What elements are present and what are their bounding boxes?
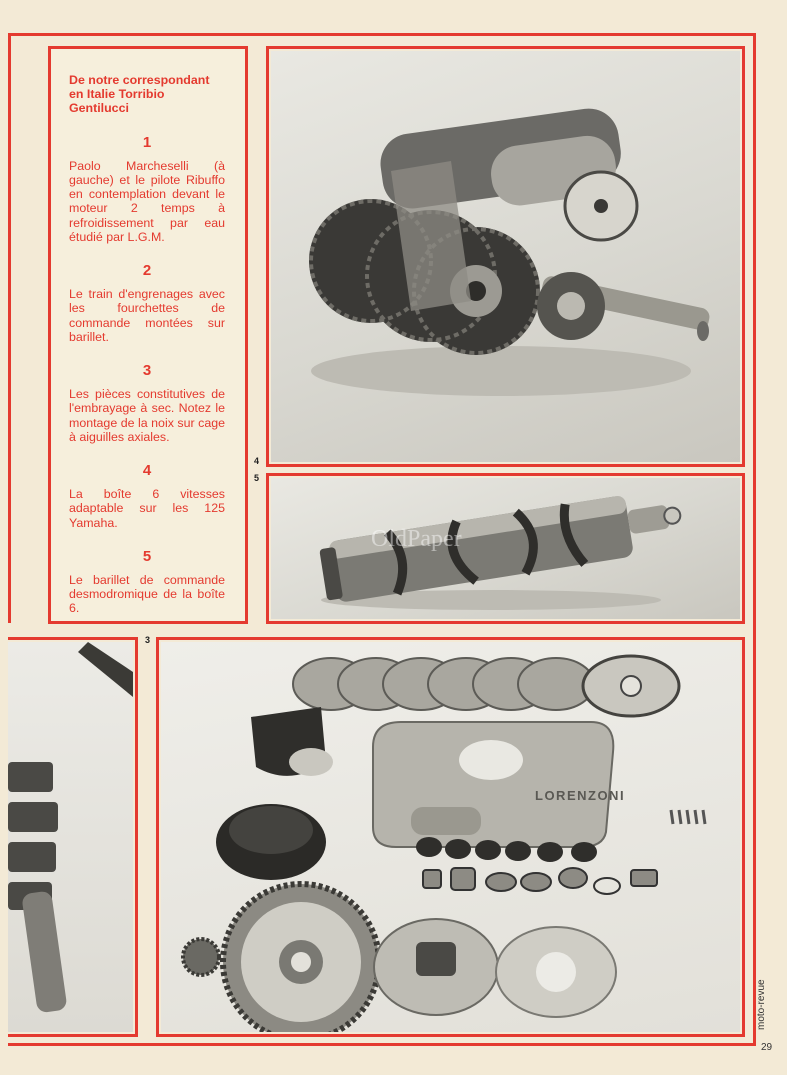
photo-4-gearbox xyxy=(271,51,740,462)
page-right-rule xyxy=(753,33,756,1046)
caption-text: Le barillet de commande desmodromique de la boîte 6. xyxy=(69,573,225,616)
watermark-text: OldPaper xyxy=(371,526,462,552)
figure-label-4: 4 xyxy=(254,456,260,466)
gear-train-illustration xyxy=(8,642,133,1032)
caption-number: 4 xyxy=(142,462,152,480)
clutch-parts-illustration xyxy=(161,642,740,1032)
caption-number: 5 xyxy=(142,547,152,565)
magazine-name: moto-revue xyxy=(756,979,767,1030)
caption-box xyxy=(48,46,248,624)
photo-5-shift-drum xyxy=(271,478,740,619)
correspondent-credit: De notre correspondant en Italie Torribio Gentilucci xyxy=(69,73,210,116)
photo-left-gear-train xyxy=(8,642,133,1032)
caption-4 xyxy=(69,464,225,530)
caption-5 xyxy=(69,547,225,616)
figure-label-5: 5 xyxy=(254,473,260,483)
gearbox-illustration xyxy=(271,51,740,462)
shift-drum-illustration xyxy=(271,478,740,619)
caption-text: La boîte 6 vitesses adaptable sur les 125 Yamaha. xyxy=(69,487,225,530)
photo-3-clutch-parts xyxy=(161,642,740,1032)
page-bottom-rule xyxy=(8,1043,756,1046)
figure-label-3: 3 xyxy=(145,635,151,645)
caption-3 xyxy=(69,364,225,444)
caption-number: 2 xyxy=(142,262,152,280)
caption-text: Les pièces constitutives de l'embrayage à sec. Notez le montage de la noix sur cage à aiguilles axiales. xyxy=(69,387,225,444)
caption-1 xyxy=(69,133,225,244)
caption-number: 1 xyxy=(142,133,152,151)
page-left-rule xyxy=(8,33,11,623)
caption-text: Le train d'engrenages avec les fourchettes de commande montées sur barillet. xyxy=(69,287,225,344)
page-number: 29 xyxy=(761,1042,773,1053)
caption-number: 3 xyxy=(142,362,152,380)
caption-text: Paolo Marcheselli (à gauche) et le pilote Ribuffo en contemplation devant le moteur 2 temps à refroidissement par eau étudié par L.G.M. xyxy=(69,158,225,244)
casting-text: LORENZONI xyxy=(535,788,626,803)
caption-2 xyxy=(69,264,225,344)
page-top-rule xyxy=(8,33,756,36)
